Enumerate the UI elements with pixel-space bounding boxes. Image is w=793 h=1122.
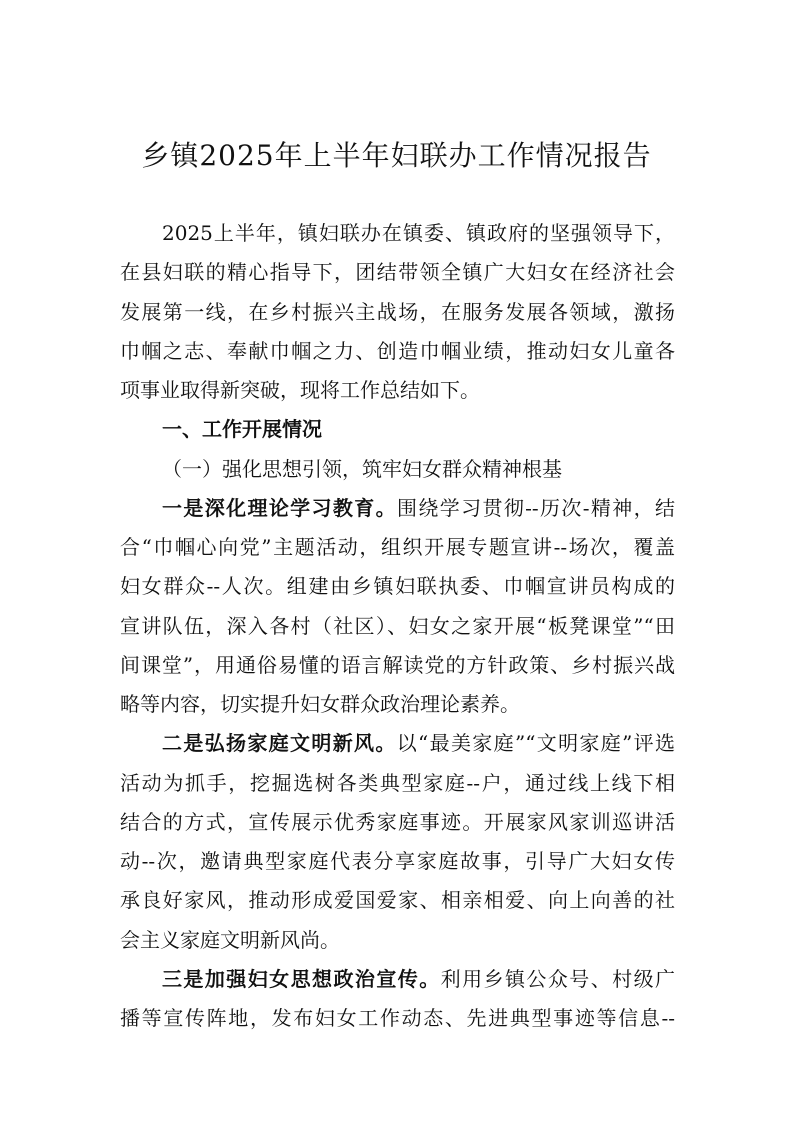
paragraph-lead: 三是加强妇女思想政治宣传。 — [162, 966, 441, 991]
paragraph-line: 动--次，邀请典型家庭代表分享家庭故事，引导广大妇女传 — [120, 849, 675, 873]
paragraph-line: 承良好家风，推动形成爱国爱家、相亲相爱、向上向善的社 — [120, 888, 675, 913]
subsection-heading: （一）强化思想引领，筑牢妇女群众精神根基 — [162, 456, 562, 481]
paragraph-line: 播等宣传阵地，发布妇女工作动态、先进典型事迹等信息-- — [120, 1006, 675, 1030]
paragraph-line: 结合的方式，宣传展示优秀家庭事迹。开展家风家训巡讲活 — [120, 809, 675, 834]
paragraph-text: 利用乡镇公众号、村级广 — [440, 966, 675, 991]
intro-line: 发展第一线，在乡村振兴主战场，在服务发展各领域，激扬 — [120, 299, 675, 324]
intro-line: 2025上半年，镇妇联办在镇委、镇政府的坚强领导下， — [162, 221, 675, 245]
paragraph-lead: 二是弘扬家庭文明新风。 — [162, 731, 397, 756]
intro-line: 在县妇联的精心指导下，团结带领全镇广大妇女在经济社会 — [120, 260, 675, 285]
paragraph-line: 活动为抓手，挖掘选树各类典型家庭--户，通过线上线下相 — [120, 770, 675, 795]
paragraph-line: 间课堂”，用通俗易懂的语言解读党的方针政策、乡村振兴战 — [120, 652, 675, 677]
paragraph-line: 合“巾帼心向党”主题活动，组织开展专题宣讲--场次，覆盖 — [120, 535, 675, 559]
intro-line: 项事业取得新突破，现将工作总结如下。 — [120, 378, 480, 402]
paragraph-first-line — [120, 724, 675, 763]
document-body — [120, 214, 675, 1038]
intro-line: 巾帼之志、奉献巾帼之力、创造巾帼业绩，推动妇女儿童各 — [120, 338, 675, 363]
paragraph-text: 以“最美家庭”“文明家庭”评选 — [396, 731, 675, 756]
section-heading: 一、工作开展情况 — [162, 417, 322, 442]
document-title: 乡镇2025年上半年妇联办工作情况报告 — [141, 139, 652, 172]
paragraph-lead: 一是深化理论学习教育。 — [162, 495, 397, 520]
paragraph-line: 妇女群众--人次。组建由乡镇妇联执委、巾帼宣讲员构成的 — [120, 574, 675, 599]
paragraph-line: 略等内容，切实提升妇女群众政治理论素养。 — [120, 692, 520, 716]
paragraph-line: 宣讲队伍，深入各村（社区）、妇女之家开展“板凳课堂”“田 — [120, 613, 675, 638]
paragraph-text: 围绕学习贯彻--历次-精神，结 — [397, 495, 675, 520]
paragraph-first-line — [120, 489, 675, 528]
paragraph-line: 会主义家庭文明新风尚。 — [120, 927, 340, 952]
paragraph-first-line — [120, 960, 675, 999]
